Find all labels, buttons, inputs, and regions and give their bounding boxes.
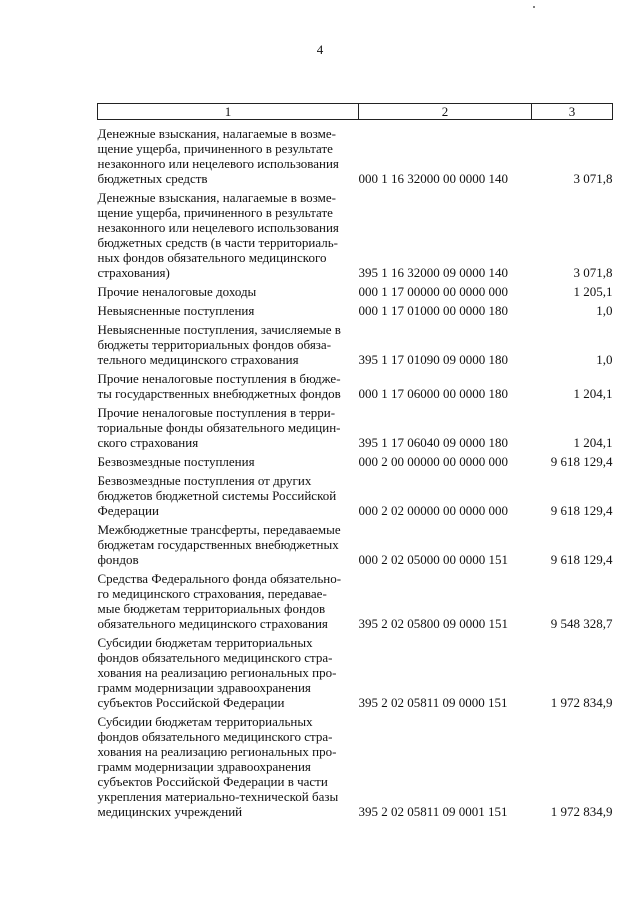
row-amount-cell: 3 071,8: [573, 265, 613, 280]
row-amount-cell: 1 205,1: [573, 284, 613, 299]
row-name-text: Средства Федерального фонда обязательно- го медицинского страхования, передавае- мые бюджетам территориальных фондов обязательного медицинского страхования: [97, 571, 342, 631]
row-code-cell: 000 2 02 00000 00 0000 000: [358, 503, 508, 518]
row-amount-cell: 3 071,8: [573, 171, 613, 186]
table-header: [98, 104, 613, 120]
row-name-text: Денежные взыскания, налагаемые в возме- щение ущерба, причиненного в результате незаконного или нецелевого использования бюджетных средств (в части территориаль- ных фондов обязательного медицинского страхования): [97, 190, 339, 280]
row-name-cell: [98, 631, 359, 710]
column-header-3: 3: [532, 104, 613, 120]
row-code-cell: 000 1 17 01000 00 0000 180: [358, 303, 508, 318]
row-name-text: Прочие неналоговые доходы: [97, 284, 257, 299]
row-code-cell: 000 1 17 06000 00 0000 180: [358, 386, 508, 401]
row-amount-cell: 9 548 328,7: [550, 616, 613, 631]
row-amount-cell: 1 972 834,9: [550, 804, 613, 819]
row-name-text: Безвозмездные поступления: [97, 454, 255, 469]
row-name-cell: [98, 450, 359, 469]
scan-artifact-dot: [533, 6, 535, 8]
row-name-cell: [98, 120, 359, 187]
table-row: [98, 367, 613, 401]
row-amount-cell: 1 204,1: [573, 435, 613, 450]
row-name-cell: [98, 710, 359, 819]
table-body: [98, 120, 613, 820]
row-name-text: Безвозмездные поступления от других бюджетов бюджетной системы Российской Федерации: [97, 473, 337, 518]
table-row: [98, 710, 613, 819]
column-header-2: 2: [359, 104, 532, 120]
table-row: [98, 567, 613, 631]
table-row: [98, 631, 613, 710]
row-name-cell: [98, 318, 359, 367]
row-name-text: Невыясненные поступления, зачисляемые в бюджеты территориальных фондов обяза- тельного медицинского страхования: [97, 322, 341, 367]
row-name-text: Субсидии бюджетам территориальных фондов обязательного медицинского стра- хования на реализацию региональных про- грамм модернизации здравоохранения субъектов Российской Федерации: [97, 635, 337, 710]
row-amount-cell: 1 972 834,9: [550, 695, 613, 710]
row-name-cell: [98, 518, 359, 567]
row-amount-cell: 1,0: [596, 303, 613, 318]
column-header-1: 1: [98, 104, 359, 120]
row-code-cell: 395 1 17 06040 09 0000 180: [358, 435, 508, 450]
row-name-text: Денежные взыскания, налагаемые в возме- щение ущерба, причиненного в результате незаконного или нецелевого использования бюджетных средств: [97, 126, 339, 186]
row-name-text: Невыясненные поступления: [97, 303, 255, 318]
page-number: 4: [316, 42, 324, 57]
row-code-cell: 000 2 02 05000 00 0000 151: [358, 552, 508, 567]
row-name-text: Субсидии бюджетам территориальных фондов обязательного медицинского стра- хования на реализацию региональных про- грамм модернизации здравоохранения субъектов Российской Федерации в части укрепления материально-технической базы медицинских учреждений: [97, 714, 339, 819]
row-amount-cell: 1 204,1: [573, 386, 613, 401]
table-row: [98, 401, 613, 450]
row-name-text: Прочие неналоговые поступления в бюдже- ты государственных внебюджетных фондов: [97, 371, 341, 401]
table-row: [98, 120, 613, 187]
table-row: [98, 318, 613, 367]
row-code-cell: 000 1 17 00000 00 0000 000: [358, 284, 508, 299]
row-code-cell: 395 2 02 05800 09 0000 151: [358, 616, 508, 631]
table-row: [98, 518, 613, 567]
row-name-cell: [98, 367, 359, 401]
row-name-cell: [98, 280, 359, 299]
table-row: [98, 469, 613, 518]
row-name-text: Прочие неналоговые поступления в терри- ториальные фонды обязательного медицин- ского страхования: [97, 405, 341, 450]
row-code-cell: 395 1 17 01090 09 0000 180: [358, 352, 508, 367]
table-row: [98, 280, 613, 299]
table-row: [98, 450, 613, 469]
row-amount-cell: 9 618 129,4: [550, 503, 613, 518]
row-amount-cell: 1,0: [596, 352, 613, 367]
row-name-cell: [98, 401, 359, 450]
row-code-cell: 395 1 16 32000 09 0000 140: [358, 265, 508, 280]
row-code-cell: 395 2 02 05811 09 0000 151: [358, 695, 508, 710]
table-row: [98, 186, 613, 280]
row-amount-cell: 9 618 129,4: [550, 552, 613, 567]
revenue-table: [97, 103, 613, 819]
row-name-cell: [98, 299, 359, 318]
row-name-cell: [98, 186, 359, 280]
row-name-text: Межбюджетные трансферты, передаваемые бюджетам государственных внебюджетных фондов: [97, 522, 341, 567]
row-name-cell: [98, 469, 359, 518]
row-code-cell: 000 2 00 00000 00 0000 000: [358, 454, 508, 469]
table-row: [98, 299, 613, 318]
row-code-cell: 000 1 16 32000 00 0000 140: [358, 171, 508, 186]
row-name-cell: [98, 567, 359, 631]
row-code-cell: 395 2 02 05811 09 0001 151: [358, 804, 508, 819]
row-amount-cell: 9 618 129,4: [550, 454, 613, 469]
table-header-row: [98, 104, 613, 120]
